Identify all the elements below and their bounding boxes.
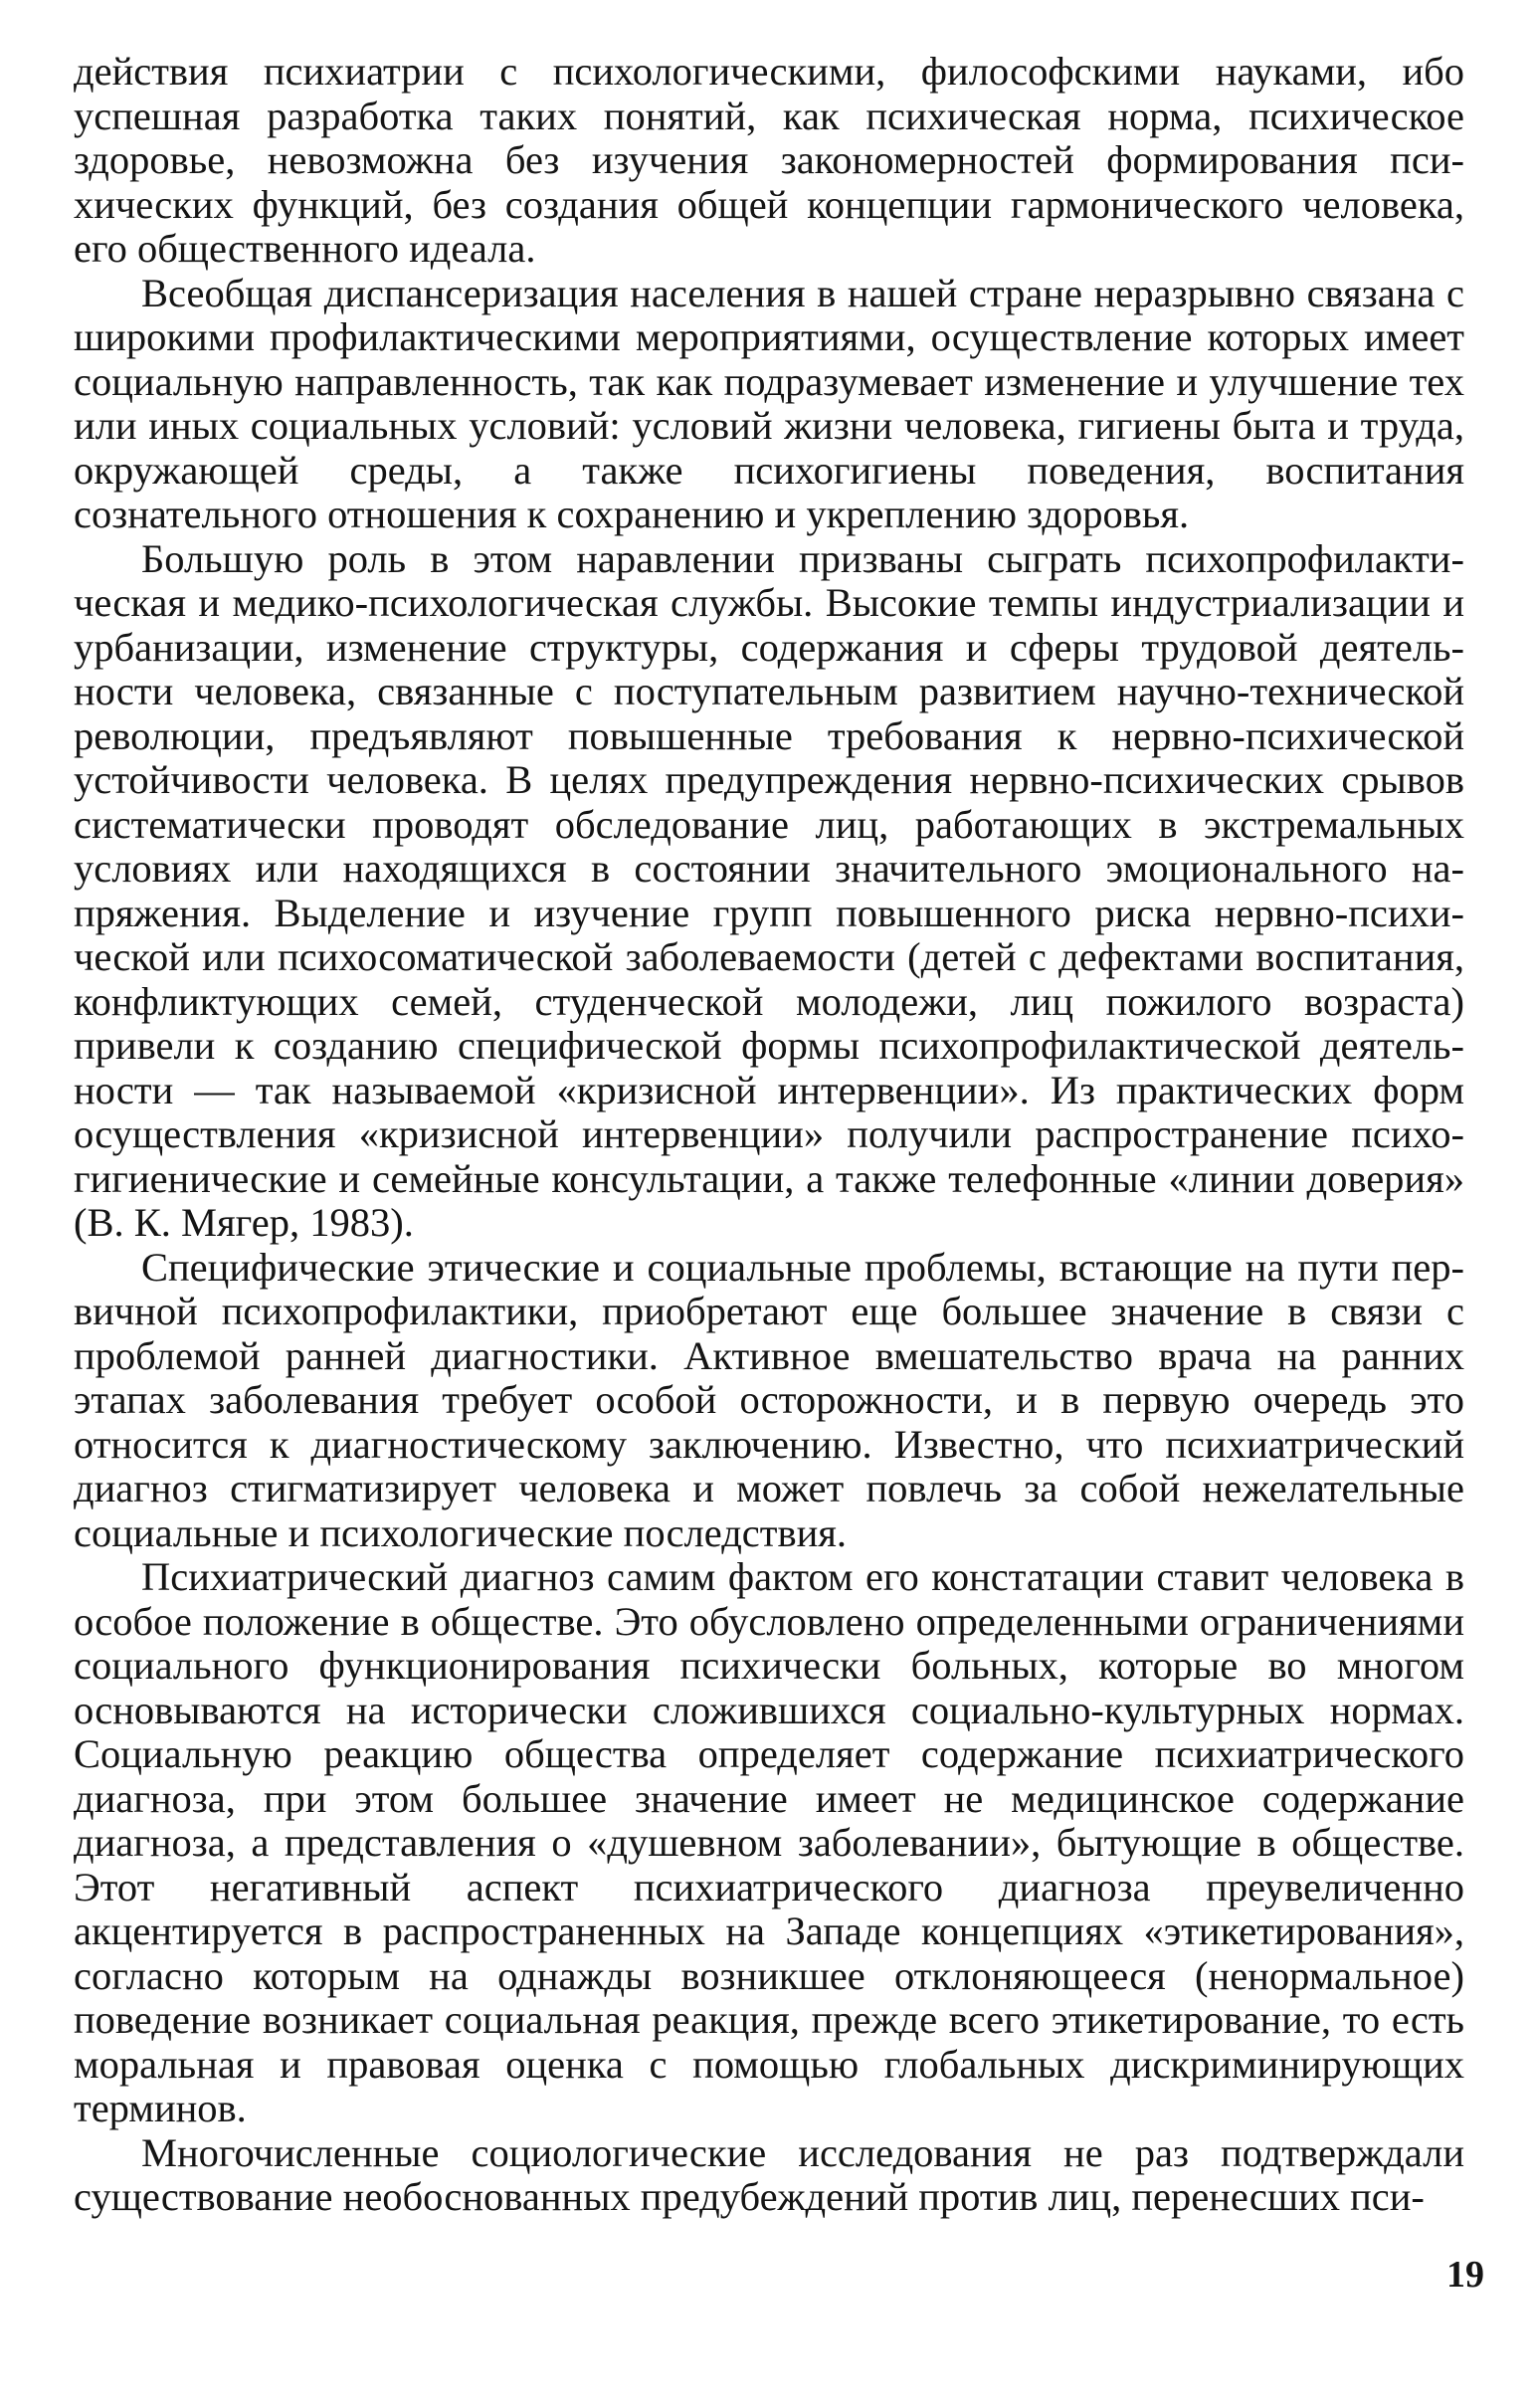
page-body bbox=[74, 50, 1464, 2220]
page-number: 19 bbox=[1446, 2254, 1484, 2296]
paragraph-2: Всеобщая диспансеризация населения в нашей стране неразрывно связана с широкими профилактическими мероприятиями, осуществление которых имеет социальную направленность, так как подразумевает изменение и улучшение тех или иных социальных условий: условий жизни человека, гигиены быта и труда, окружающей среды, а также психогигиены поведения, воспитания сознательного отношения к сохранению и укреплению здоровья. bbox=[74, 270, 1464, 536]
paragraph-6: Многочисленные социологические исследования не раз подтверждали существование необоснованных предубеждений против лиц, перенесших пси- bbox=[74, 2129, 1464, 2219]
paragraph-5: Психиатрический диагноз самим фактом его констатации ставит человека в особое положение в обществе. Это обусловлено определенными ограничениями социального функционирования психически больных, которые во многом основываются на исторически сложившихся социально-культурных нормах. Социальную реакцию общества определяет содержание психиатрического диагноза, при этом большее значение имеет не медицинское содержание диагноза, а представления о «душевном заболевании», бытующие в обществе. Этот негативный аспект психиатрического диагноза преувеличенно акцентируется в распространенных на Западе концепциях «этикетирования», согласно которым на однажды возникшее отклоняющееся (ненормальное) поведение возникает социальная реакция, прежде всего этикетирование, то есть моральная и правовая оценка с помощью глобальных дискриминирующих терминов. bbox=[74, 1554, 1464, 2130]
paragraph-3: Большую роль в этом наравлении призваны сыграть психопрофилактическая и медико-психологическая службы. Высокие темпы индустриализации и урбанизации, изменение структуры, содержания и сферы трудовой деятельности человека, связанные с поступательным развитием научно-технической революции, предъявляют повышенные требования к нервно-психической устойчивости человека. В целях предупреждения нервно-психических срывов систематически проводят обследование лиц, работающих в экстремальных условиях или находящихся в состоянии значительного эмоционального напряжения. Выделение и изучение групп повышенного риска нервно-психической или психосоматической заболеваемости (детей с дефектами воспитания, конфликтующих семей, студенческой молодежи, лиц пожилого возраста) привели к созданию специфической формы психопрофилактической деятельности — так называемой «кризисной интервенции». Из практических форм осуществления «кризисной интервенции» получили распространение психогигиенические и семейные консультации, а также телефонные «линии доверия» (В. К. Мягер, 1983). bbox=[74, 535, 1464, 1245]
paragraph-1: действия психиатрии с психологическими, философскими науками, ибо успешная разработка таких понятий, как психическая норма, психическое здоровье, невозможна без изучения закономерностей формирования психических функций, без создания общей концепции гармонического человека, его общественного идеала. bbox=[74, 49, 1464, 271]
paragraph-4: Специфические этические и социальные проблемы, встающие на пути первичной психопрофилактики, приобретают еще большее значение в связи с проблемой ранней диагностики. Активное вмешательство врача на ранних этапах заболевания требует особой осторожности, и в первую очередь это относится к диагностическому заключению. Известно, что психиатрический диагноз стигматизирует человека и может повлечь за собой нежелательные социальные и психологические последствия. bbox=[74, 1244, 1464, 1555]
